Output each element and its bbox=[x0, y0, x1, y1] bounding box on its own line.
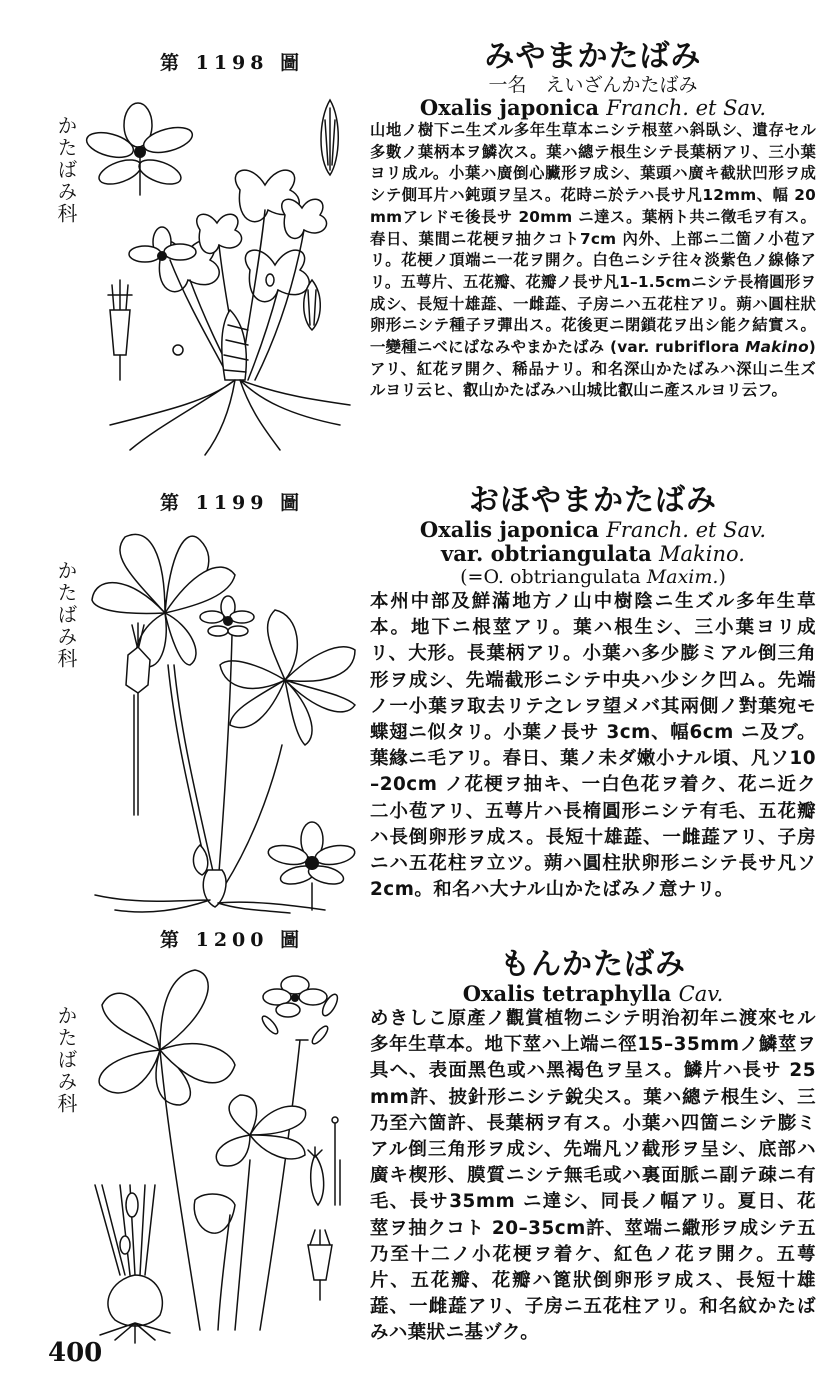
page-number: 400 bbox=[48, 1338, 103, 1368]
entry-ohoyamakatabami bbox=[370, 484, 816, 903]
genus-species: Oxalis japonica bbox=[419, 95, 599, 120]
japanese-name: おほやまかたばみ bbox=[469, 483, 717, 518]
family-label: かたばみ科 bbox=[54, 1005, 78, 1115]
scientific-name bbox=[370, 96, 816, 120]
illustration-miyamakatabami bbox=[90, 80, 360, 460]
synonym bbox=[370, 566, 816, 589]
scientific-name bbox=[370, 518, 816, 542]
description bbox=[370, 120, 816, 402]
variety: var. obtriangulata bbox=[441, 541, 652, 566]
figure-label-1198: 第 1198 圖 bbox=[160, 52, 305, 74]
description-tail: )アリ、紅花ヲ開ク、稀品ナリ。和名深山かたばみハ深山ニ生ズルヨリ云ヒ、叡山かたばみハ山城比叡山ニ產スルヨリ云フ。 bbox=[370, 338, 816, 400]
author: Franch. et Sav. bbox=[606, 518, 767, 542]
description: 本州中部及鮮滿地方ノ山中樹陰ニ生ズル多年生草本。地下ニ根莖アリ。葉ハ根生シ、三小葉ヨリ成リ、大形。長葉柄アリ。小葉ハ多少膨ミアル倒三角形ヲ成シ、先端截形ニシテ中央ハ少シク凹ム。先端ノ一小葉ヲ取去リテ之レヲ望メバ其兩側ノ對葉宛モ蝶翅ニ似タリ。小葉ノ長サ 3cm、幅6cm ニ及ブ。葉緣ニ毛アリ。春日、葉ノ未ダ嫩小ナル頃、凡ソ10–20cm ノ花梗ヲ抽キ、一白色花ヲ着ク、花ニ近ク二小苞アリ、五萼片ハ長楕圓形ニシテ有毛、五花瓣ハ長倒卵形ヲ成ス。長短十雄蕋、一雌蕋アリ、子房ニハ五花柱ヲ立ツ。蒴ハ圓柱狀卵形ニシテ長サ凡ソ 2cm。和名ハ大ナル山かたばみノ意ナリ。 bbox=[370, 591, 816, 901]
japanese-name: もんかたばみ bbox=[500, 947, 686, 982]
figure-label-1200: 第 1200 圖 bbox=[160, 929, 305, 951]
entry-miyamakatabami bbox=[370, 40, 816, 402]
synonym-suffix: ) bbox=[718, 566, 726, 588]
variety-name bbox=[370, 542, 816, 566]
family-label: かたばみ科 bbox=[54, 560, 78, 670]
alias-name: 一名 えいざんかたばみ bbox=[488, 74, 698, 96]
scientific-name bbox=[370, 982, 816, 1006]
illustration-monkatabami bbox=[90, 955, 360, 1335]
author: Cav. bbox=[678, 982, 724, 1006]
genus-species: Oxalis tetraphylla bbox=[462, 981, 672, 1006]
synonym-prefix: (=O. obtriangulata bbox=[460, 566, 647, 588]
figure-label-1199: 第 1199 圖 bbox=[160, 492, 305, 514]
entry-monkatabami bbox=[370, 948, 816, 1347]
genus-species: Oxalis japonica bbox=[419, 517, 599, 542]
author: Franch. et Sav. bbox=[606, 96, 767, 120]
japanese-name: みやまかたばみ bbox=[484, 39, 702, 74]
synonym-author: Maxim. bbox=[646, 566, 719, 588]
description-italic: Makino bbox=[745, 338, 809, 357]
description: めきしこ原產ノ觀賞植物ニシテ明治初年ニ渡來セル多年生草本。地下莖ハ上端ニ徑15–35mmノ鱗莖ヲ具ヘ、表面黑色或ハ黑褐色ヲ呈ス。鱗片ハ長サ 25mm許、披針形ニシテ銳尖ス。葉ハ總テ根生シ、三乃至六箇許、長葉柄ヲ有ス。小葉ハ四箇ニシテ膨ミアル倒三角形ヲ成シ、先端凡ソ截形ヲ呈シ、底部ハ廣キ楔形、膜質ニシテ無毛或ハ裏面脈ニ副テ疎ニ有毛、長サ35mm ニ達シ、同長ノ幅アリ。夏日、花莖ヲ抽クコト 20–35cm許、莖端ニ繖形ヲ成シテ五乃至十二ノ小花梗ヲ着ケ、紅色ノ花ヲ開ク。五萼片、五花瓣、花瓣ハ篦狀倒卵形ヲ成ス、長短十雄蕋、一雌蕋アリ、子房ニ五花柱アリ。和名紋かたばみハ葉狀ニ基ヅク。 bbox=[370, 1008, 816, 1344]
description-main: 山地ノ樹下ニ生ズル多年生草本ニシテ根莖ハ斜臥シ、遺存セル多數ノ葉柄本ヲ鱗次ス。葉ハ總テ根生シテ長葉柄アリ、三小葉ヨリ成ル。小葉ハ廣倒心臟形ヲ成シ、葉頭ハ廣キ截狀凹形ヲ成シテ側耳片ハ鈍頭ヲ呈ス。花時ニ於テハ長サ凡12mm、幅 20mmアレドモ後長サ 20mm ニ達ス。葉柄ト共ニ徵毛ヲ有ス。春日、葉間ニ花梗ヲ抽クコト7cm 內外、上部ニ二箇ノ小苞アリ。花梗ノ頂端ニ一花ヲ開ク。白色ニシテ往々淡紫色ノ線條アリ。五萼片、五花瓣、花瓣ノ長サ凡1–1.5cmニシテ長楕圓形ヲ成シ、長短十雄蕋、一雌蕋、子房ニハ五花柱アリ。蒴ハ圓柱狀卵形ニシテ種子ヲ彈出ス。花後更ニ閉鎖花ヲ出シ能ク結實ス。一變種ニべにばなみやまかたばみ (var. rubriflora bbox=[370, 121, 816, 357]
variety-author: Makino. bbox=[659, 542, 745, 566]
family-label: かたばみ科 bbox=[54, 115, 78, 225]
illustration-ohoyamakatabami bbox=[90, 515, 370, 910]
